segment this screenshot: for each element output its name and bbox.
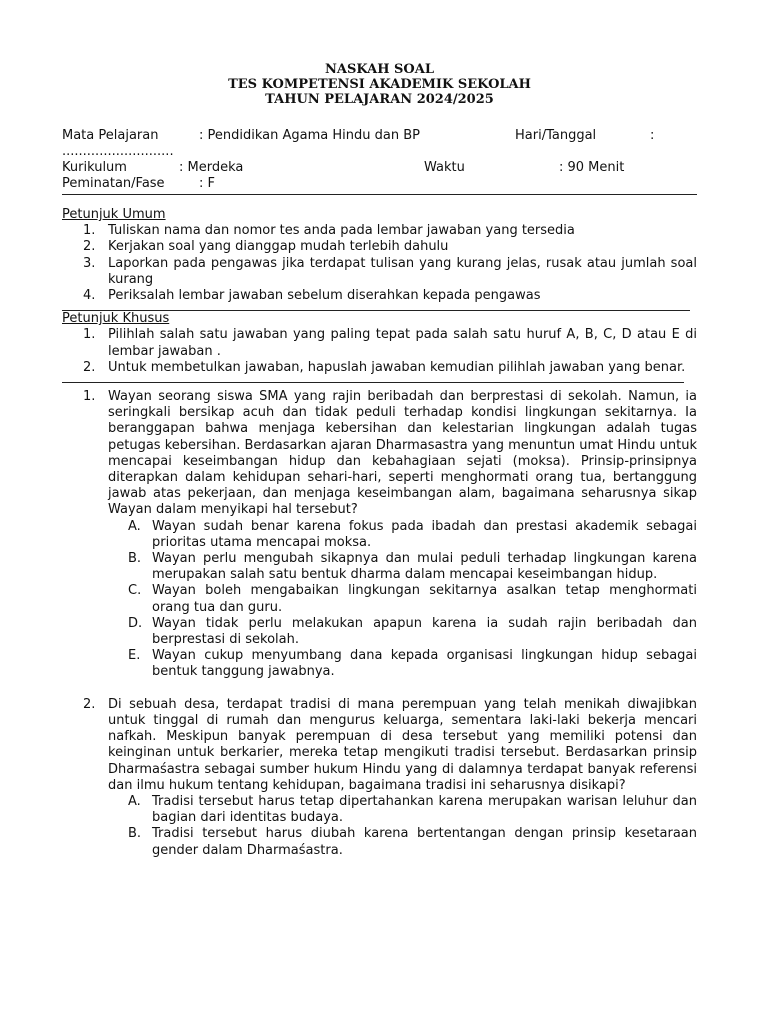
date-label: Hari/Tanggal xyxy=(515,128,597,143)
answer-option[interactable]: C. Wayan boleh mengabaikan lingkungan sekitarnya asalkan tetap menghormati orang tua dan guru. xyxy=(128,583,697,615)
answer-option[interactable]: B. Wayan perlu mengubah sikapnya dan mulai peduli terhadap lingkungan karena merupakan salah satu bentuk dharma dalam mencapai keseimbangan hidup. xyxy=(128,551,697,583)
list-item: 4. Periksalah lembar jawaban sebelum diserahkan kepada pengawas xyxy=(83,288,541,304)
answer-option[interactable]: D. Wayan tidak perlu melakukan apapun karena ia sudah rajin beribadah dan berprestasi di sekolah. xyxy=(128,615,697,648)
answer-option[interactable]: A. Wayan sudah benar karena fokus pada ibadah dan prestasi akademik sebagai prioritas utama mencapai moksa. xyxy=(128,518,697,550)
curriculum-label: Kurikulum xyxy=(62,160,127,175)
header-title: NASKAH SOAL xyxy=(325,62,434,77)
question-number: 1. xyxy=(83,389,96,405)
duration-value: : 90 Menit xyxy=(559,160,625,175)
question-item xyxy=(62,389,697,681)
subject-value: : Pendidikan Agama Hindu dan BP xyxy=(199,128,420,143)
answer-option[interactable]: B. Tradisi tersebut harus diubah karena bertentangan dengan prinsip kesetaraan gender dalam Dharmaśastra. xyxy=(128,826,697,858)
list-item: 3. Laporkan pada pengawas jika terdapat tulisan yang kurang jelas, rusak atau jumlah soal kurang xyxy=(83,255,697,287)
question-list xyxy=(62,389,697,859)
question-number: 2. xyxy=(83,696,96,712)
duration-label: Waktu xyxy=(424,160,465,175)
answer-option[interactable]: A. Tradisi tersebut harus tetap dipertahankan karena merupakan warisan leluhur dan bagian dari identitas budaya. xyxy=(128,793,697,826)
question-item xyxy=(62,697,697,859)
document-header xyxy=(62,62,697,107)
list-item: 1. Tuliskan nama dan nomor tes anda pada lembar jawaban yang tersedia xyxy=(83,223,575,239)
date-value: ........................... xyxy=(62,144,174,159)
answer-option[interactable]: E. Wayan cukup menyumbang dana kepada organisasi lingkungan hidup sebagai bentuk tanggung jawabnya. xyxy=(128,648,697,680)
header-subtitle: TES KOMPETENSI AKADEMIK SEKOLAH xyxy=(228,77,531,92)
info-row-phase xyxy=(62,176,697,192)
question-text: Di sebuah desa, terdapat tradisi di mana perempuan yang telah menikah diwajibkan untuk tinggal di rumah dan mengurus keluarga, sementara laki-laki bekerja mencari nafkah. Meskipun banyak perempuan di desa tersebut yang memiliki potensi dan keinginan untuk berkarier, mereka tetap mengikuti tradisi tersebut. Berdasarkan prinsip Dharmaśastra sebagai sumber hukum Hindu yang di dalamnya terdapat banyak referensi dan ilmu hukum tentang kehidupan, bagaimana tradisi ini seharusnya disikapi? xyxy=(108,696,697,793)
curriculum-value: : Merdeka xyxy=(179,160,244,175)
header-year: TAHUN PELAJARAN 2024/2025 xyxy=(265,92,494,107)
list-item: 2. Kerjakan soal yang dianggap mudah terlebih dahulu xyxy=(83,239,449,255)
exam-info xyxy=(62,128,697,192)
list-item: 1. Pilihlah salah satu jawaban yang paling tepat pada salah satu huruf A, B, C, D atau E di lembar jawaban . xyxy=(83,327,697,359)
date-colon: : xyxy=(650,128,655,143)
question-text: Wayan seorang siswa SMA yang rajin beribadah dan berprestasi di sekolah. Namun, ia seringkali bersikap acuh dan tidak peduli terhadap kondisi lingkungan sekitarnya. Ia beranggapan bahwa menjaga kebersihan dan kelestarian lingkungan adalah tugas petugas kebersihan. Berdasarkan ajaran Dharmasastra yang menuntun umat Hindu untuk mencapai keseimbangan hidup dan kebahagiaan sejati (moksa). Prinsip-prinsipnya diterapkan dalam kehidupan sehari-hari, seperti menghormati orang tua, bertanggung jawab atas pekerjaan, dan menjaga keseimbangan alam, bagaimana seharusnya sikap Wayan dalam menyikapi hal tersebut? xyxy=(108,389,697,518)
info-row-subject xyxy=(62,128,697,144)
special-instructions xyxy=(62,311,697,376)
divider xyxy=(62,194,697,195)
phase-label: Peminatan/Fase xyxy=(62,176,165,191)
answer-options xyxy=(62,519,697,681)
subject-label: Mata Pelajaran xyxy=(62,128,159,143)
divider xyxy=(62,382,684,383)
exam-sheet xyxy=(62,62,697,859)
special-instructions-title: Petunjuk Khusus xyxy=(62,311,170,327)
info-row-curriculum xyxy=(62,160,697,176)
phase-value: : F xyxy=(199,176,215,191)
list-item: 2. Untuk membetulkan jawaban, hapuslah jawaban kemudian pilihlah jawaban yang benar. xyxy=(83,359,686,375)
info-row-date-value xyxy=(62,144,697,160)
general-instructions xyxy=(62,207,697,304)
general-instructions-title: Petunjuk Umum xyxy=(62,207,166,222)
answer-options xyxy=(62,794,697,859)
